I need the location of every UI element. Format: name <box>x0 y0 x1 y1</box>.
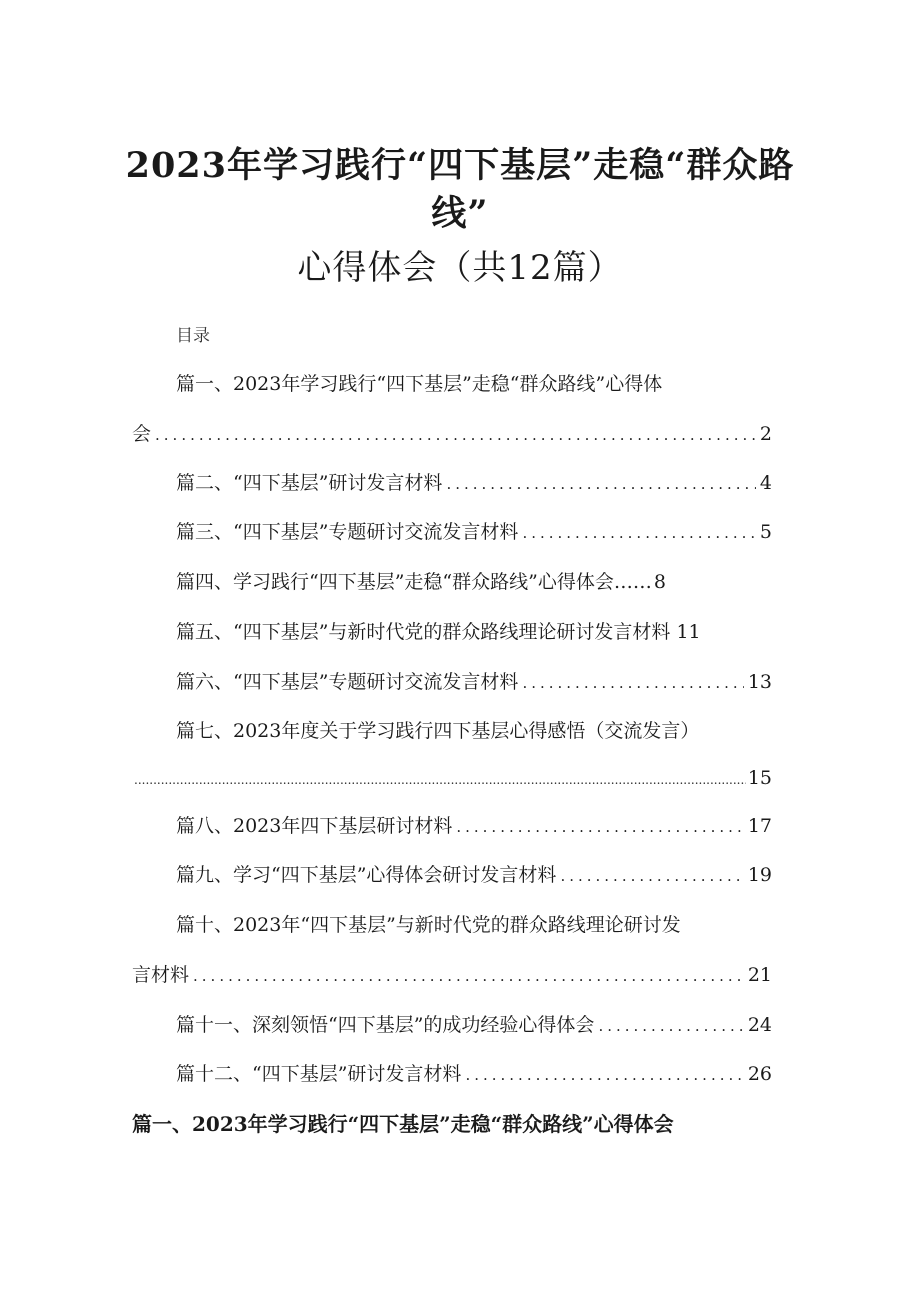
toc-page-number: 8 <box>653 571 666 593</box>
toc-entry-text: 篇五、“四下基层”与新时代党的群众路线理论研讨发言材料 <box>176 621 671 643</box>
toc-leader-dots <box>193 963 744 989</box>
document-title-line-2: 线” <box>431 193 489 234</box>
toc-entry-6[interactable] <box>176 669 772 696</box>
toc-entry-text: 篇三、“四下基层”专题研讨交流发言材料 <box>176 521 519 543</box>
toc-entry-text: 篇九、学习“四下基层”心得体会研讨发言材料 <box>176 864 557 886</box>
toc-leader-dots <box>465 1062 743 1088</box>
toc-page-number: 2 <box>759 423 772 445</box>
toc-entry-text: 篇四、学习践行“四下基层”走稳“群众路线”心得体会…… <box>176 571 652 593</box>
toc-page-number: 24 <box>747 1014 772 1036</box>
toc-entry-11[interactable] <box>176 1012 772 1039</box>
toc-entry-text: 会 <box>132 423 152 445</box>
toc-page-number: 15 <box>747 767 772 789</box>
toc-leader-dots <box>456 814 743 840</box>
toc-label: 目录 <box>176 326 210 346</box>
toc-page-number: 21 <box>747 964 772 986</box>
toc-page-number: 11 <box>676 621 701 643</box>
toc-entry-12[interactable] <box>176 1061 772 1088</box>
toc-entry-4[interactable] <box>176 569 772 595</box>
toc-leader-dots <box>134 767 746 793</box>
toc-page-number: 13 <box>747 671 772 693</box>
section-heading: 篇一、2023年学习践行“四下基层”走稳“群众路线”心得体会 <box>132 1112 674 1136</box>
toc-entry-7[interactable] <box>132 765 772 793</box>
toc-page-number: 4 <box>759 472 772 494</box>
toc-entry-text: 篇十二、“四下基层”研讨发言材料 <box>176 1063 462 1085</box>
toc-entry-text: 篇十一、深刻领悟“四下基层”的成功经验心得体会 <box>176 1014 595 1036</box>
toc-entry-1[interactable] <box>132 421 772 448</box>
toc-entry-9[interactable] <box>176 862 772 889</box>
toc-entry-text: 言材料 <box>132 964 190 986</box>
toc-leader-dots <box>155 422 756 448</box>
toc-leader-dots <box>522 520 755 546</box>
document-title-line-1: 2023年学习践行“四下基层”走稳“群众路 <box>125 145 795 186</box>
toc-entry-text: 篇八、2023年四下基层研讨材料 <box>176 815 453 837</box>
toc-entry-10[interactable] <box>132 962 772 989</box>
toc-leader-dots <box>446 471 755 497</box>
toc-leader-dots <box>522 670 743 696</box>
toc-entry-7-line-1[interactable]: 篇七、2023年度关于学习践行四下基层心得感悟（交流发言） <box>176 720 700 742</box>
toc-page-number: 19 <box>747 864 772 886</box>
toc-page-number: 17 <box>747 815 772 837</box>
toc-leader-dots <box>560 863 743 889</box>
toc-page-number: 26 <box>747 1063 772 1085</box>
toc-page-number: 5 <box>759 521 772 543</box>
toc-entry-5[interactable] <box>176 619 786 645</box>
toc-entry-text: 篇二、“四下基层”研讨发言材料 <box>176 472 443 494</box>
document-title-line-3: 心得体会（共12篇） <box>297 248 623 288</box>
toc-entry-2[interactable] <box>176 470 772 497</box>
toc-entry-10-line-1[interactable]: 篇十、2023年“四下基层”与新时代党的群众路线理论研讨发 <box>176 914 681 936</box>
toc-entry-3[interactable] <box>176 519 772 546</box>
toc-entry-text: 篇六、“四下基层”专题研讨交流发言材料 <box>176 671 519 693</box>
toc-entry-8[interactable] <box>176 813 772 840</box>
toc-entry-1-line-1[interactable]: 篇一、2023年学习践行“四下基层”走稳“群众路线”心得体 <box>176 373 663 395</box>
toc-leader-dots <box>598 1013 743 1039</box>
